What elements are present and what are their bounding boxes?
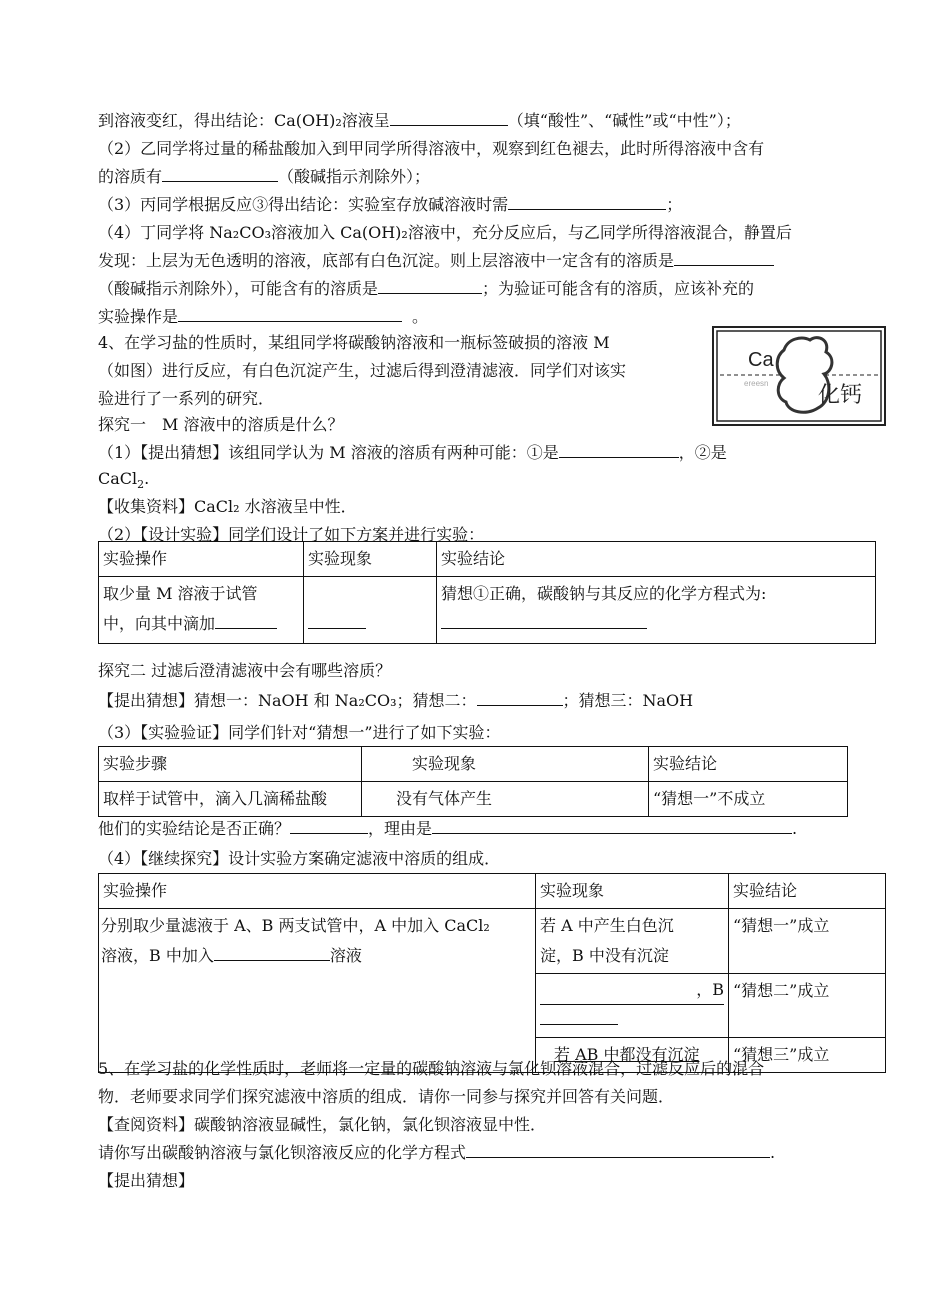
table-cell: “猜想一”不成立 (649, 782, 848, 817)
q5-line-1: 5、在学习盐的化学性质时，老师将一定量的碳酸钠溶液与氯化钡溶液混合，过滤反应后的混合 (98, 1059, 765, 1078)
answer-blank[interactable] (214, 943, 330, 961)
table-cell: “猜想一”成立 (729, 909, 886, 974)
table-cell: 分别取少量滤液于 A、B 两支试管中，A 中加入 CaCl₂ 溶液，B 中加入 溶液 (99, 909, 536, 1073)
table-row (99, 782, 848, 817)
q3-line-2: （2）乙同学将过量的稀盐酸加入到甲同学所得溶液中，观察到红色褪去，此时所得溶液中含有 (98, 139, 765, 158)
table-header: 实验现象 (362, 747, 649, 782)
answer-blank[interactable] (540, 1018, 618, 1025)
answer-blank[interactable] (477, 688, 563, 706)
q4-part-4: （4）【继续探究】设计实验方案确定滤液中溶质的组成． (98, 849, 501, 868)
table-cell: “猜想三”成立 (729, 1038, 886, 1073)
table-header: 实验操作 (99, 542, 304, 577)
q3-line-7: （酸碱指示剂除外），可能含有的溶质是 ；为验证可能含有的溶质，应该补充的 (98, 275, 754, 303)
q4-collect-info: 【收集资料】CaCl₂ 水溶液呈中性． (98, 497, 357, 516)
table-cell: 取样于试管中，滴入几滴稀盐酸 (99, 782, 362, 817)
q3-line-6: 发现：上层为无色透明的溶液，底部有白色沉淀。则上层溶液中一定含有的溶质是 (98, 247, 774, 275)
q4-part-3: （3）【实验验证】同学们针对“猜想一”进行了如下实验： (98, 723, 501, 742)
table-verify-experiment (98, 746, 848, 817)
svg-text:化钙: 化钙 (818, 383, 863, 408)
answer-blank[interactable] (290, 816, 368, 834)
q3-line-8: 实验操作是 。 (98, 303, 428, 331)
q4-correctness: 他们的实验结论是否正确？ ，理由是 . (98, 815, 797, 843)
table-header: 实验现象 (536, 874, 729, 909)
answer-blank[interactable] (178, 304, 402, 322)
answer-blank[interactable] (508, 192, 666, 210)
q4-intro-2: （如图）进行反应，有白色沉淀产生，过滤后得到澄清滤液．同学们对该实 (98, 361, 627, 380)
svg-text:Ca: Ca (748, 349, 774, 371)
q4-intro-1: 4、在学习盐的性质时，某组同学将碳酸钠溶液和一瓶标签破损的溶液 M (98, 333, 610, 352)
table-header-row (99, 874, 886, 909)
broken-label-figure (712, 326, 886, 426)
q4-guess: 【提出猜想】猜想一：NaOH 和 Na₂CO₃；猜想二： ；猜想三：NaOH (98, 687, 693, 715)
answer-blank[interactable] (432, 816, 792, 834)
q3-line-3: 的溶质有 （酸碱指示剂除外）； (98, 163, 430, 191)
table-row (99, 577, 876, 644)
table-cell: 没有气体产生 (362, 782, 649, 817)
table-header-row (99, 747, 848, 782)
q4-intro-3: 验进行了一系列的研究． (98, 389, 275, 408)
table-cell: “猜想二”成立 (729, 974, 886, 1038)
answer-blank[interactable] (215, 611, 277, 629)
q5-line-3: 【查阅资料】碳酸钠溶液显碱性，氯化钠，氯化钡溶液显中性． (98, 1115, 547, 1134)
q3-line-5: （4）丁同学将 Na₂CO₃溶液加入 Ca(OH)₂溶液中，充分反应后，与乙同学所得溶液混合，静置后 (98, 223, 792, 242)
answer-blank[interactable] (308, 611, 366, 629)
table-cell: 若 AB 中都没有沉淀 (536, 1038, 729, 1073)
answer-blank[interactable] (390, 108, 508, 126)
q5-line-4: 请你写出碳酸钠溶液与氯化钡溶液反应的化学方程式 . (98, 1139, 775, 1167)
answer-blank[interactable] (378, 276, 482, 294)
q4-part-2: （2）【设计实验】同学们设计了如下方案并进行实验： (98, 525, 485, 544)
answer-blank[interactable] (441, 611, 647, 629)
table-design-experiment (98, 541, 876, 644)
table-header: 实验现象 (304, 542, 437, 577)
table-header-row (99, 542, 876, 577)
table-cell: 若 A 中产生白色沉 淀，B 中没有沉淀 (536, 909, 729, 974)
table-cell: 取少量 M 溶液于试管 中，向其中滴加 (99, 577, 304, 644)
q5-line-5: 【提出猜想】 (98, 1171, 195, 1190)
q5-line-2: 物．老师要求同学们探究滤液中溶质的组成．请你一同参与探究并回答有关问题． (98, 1087, 675, 1106)
q4-part-1-cont: CaCl$_2$. (98, 469, 150, 492)
q3-line-4: （3）丙同学根据反应③得出结论：实验室存放碱溶液时需 ； (98, 191, 682, 219)
answer-blank[interactable] (674, 248, 774, 266)
table-cell: 猜想①正确，碳酸钠与其反应的化学方程式为: (437, 577, 876, 644)
table-continue-explore (98, 873, 886, 1073)
answer-blank[interactable] (466, 1140, 770, 1158)
q4-part-1: （1）【提出猜想】该组同学认为 M 溶液的溶质有两种可能：①是 ，②是 (98, 439, 727, 467)
broken-label-icon (714, 328, 884, 424)
table-cell: ，B (536, 974, 729, 1038)
table-header: 实验结论 (437, 542, 876, 577)
table-row (99, 909, 886, 974)
svg-text:ereesn: ereesn (744, 379, 769, 388)
q4-explore-2: 探究二 过滤后澄清滤液中会有哪些溶质？ (98, 661, 392, 680)
table-header: 实验步骤 (99, 747, 362, 782)
table-header: 实验结论 (649, 747, 848, 782)
q3-line-1: 到溶液变红，得出结论：Ca(OH)₂溶液呈 （填“酸性”、“碱性”或“中性”）； (98, 107, 741, 135)
table-header: 实验结论 (729, 874, 886, 909)
table-cell (304, 577, 437, 644)
q4-explore-1: 探究一 M 溶液中的溶质是什么？ (98, 415, 344, 434)
table-header: 实验操作 (99, 874, 536, 909)
answer-blank[interactable] (162, 164, 278, 182)
answer-blank[interactable] (559, 440, 679, 458)
